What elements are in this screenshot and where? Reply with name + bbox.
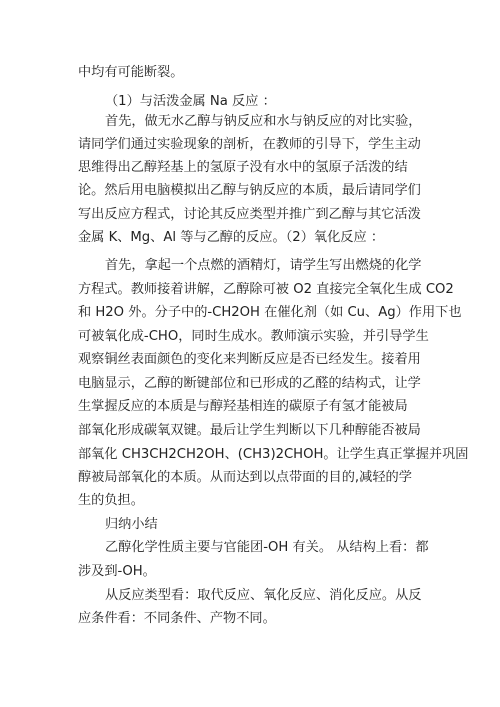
text-line: 金属 K、Mg、Al 等与乙醇的反应。（2）氧化反应 ：: [78, 230, 385, 245]
text-line: 电脑显示，乙醇的断键部位和已形成的乙醛的结构式，让学: [78, 376, 421, 391]
text-line: 醇被局部氧化的本质。从而达到以点带面的目的,减轻的学: [78, 470, 412, 485]
text-line: 和 H2O 外。分子中的-CH2OH 在催化剂（如 Cu、Ag）作用下也: [78, 305, 462, 320]
text-line: 应条件看：不同条件、产物不同。: [78, 611, 276, 626]
text-line: 生掌握反应的本质是与醇羟基相连的碳原子有氢才能被局: [78, 399, 408, 414]
text-line: 思维得出乙醇羟基上的氢原子没有水中的氢原子活泼的结: [78, 160, 408, 175]
text-line: 中均有可能断裂。: [78, 65, 184, 80]
text-line: 从反应类型看：取代反应、氧化反应、消化反应。从反: [105, 588, 422, 603]
text-line: 请同学们通过实验现象的剖析，在教师的引导下，学生主动: [78, 137, 421, 152]
text-line: 乙醇化学性质主要与官能团-OH 有关。 从结构上看：都: [105, 540, 429, 555]
text-line: 写出反应方程式，讨论其反应类型并推广到乙醇与其它活泼: [78, 207, 421, 222]
section-heading: （1）与活泼金属 Na 反应 ：: [105, 94, 276, 109]
text-line: 涉及到-OH。: [78, 564, 156, 579]
section-heading: 归纳小结: [105, 517, 158, 532]
text-line: 观察铜丝表面颜色的变化来判断反应是否已经发生。接着用: [78, 352, 421, 367]
text-line: 部氧化 CH3CH2CH2OH、(CH3)2CHOH。让学生真正掌握并巩固: [78, 447, 469, 462]
text-line: 生的负担。: [78, 493, 144, 508]
text-line: 部氧化形成碳氧双键。最后让学生判断以下几种醇能否被局: [78, 423, 421, 438]
text-line: 可被氧化成-CHO，同时生成水。教师演示实验，并引导学生: [78, 329, 429, 344]
text-line: 论。然后用电脑模拟出乙醇与钠反应的本质，最后请同学们: [78, 183, 421, 198]
text-line: 方程式。教师接着讲解，乙醇除可被 O2 直接完全氧化生成 CO2: [78, 282, 454, 297]
text-line: 首先，做无水乙醇与钠反应和水与钠反应的对比实验，: [105, 114, 422, 129]
text-line: 首先，拿起一个点燃的酒精灯，请学生写出燃烧的化学: [105, 258, 422, 273]
